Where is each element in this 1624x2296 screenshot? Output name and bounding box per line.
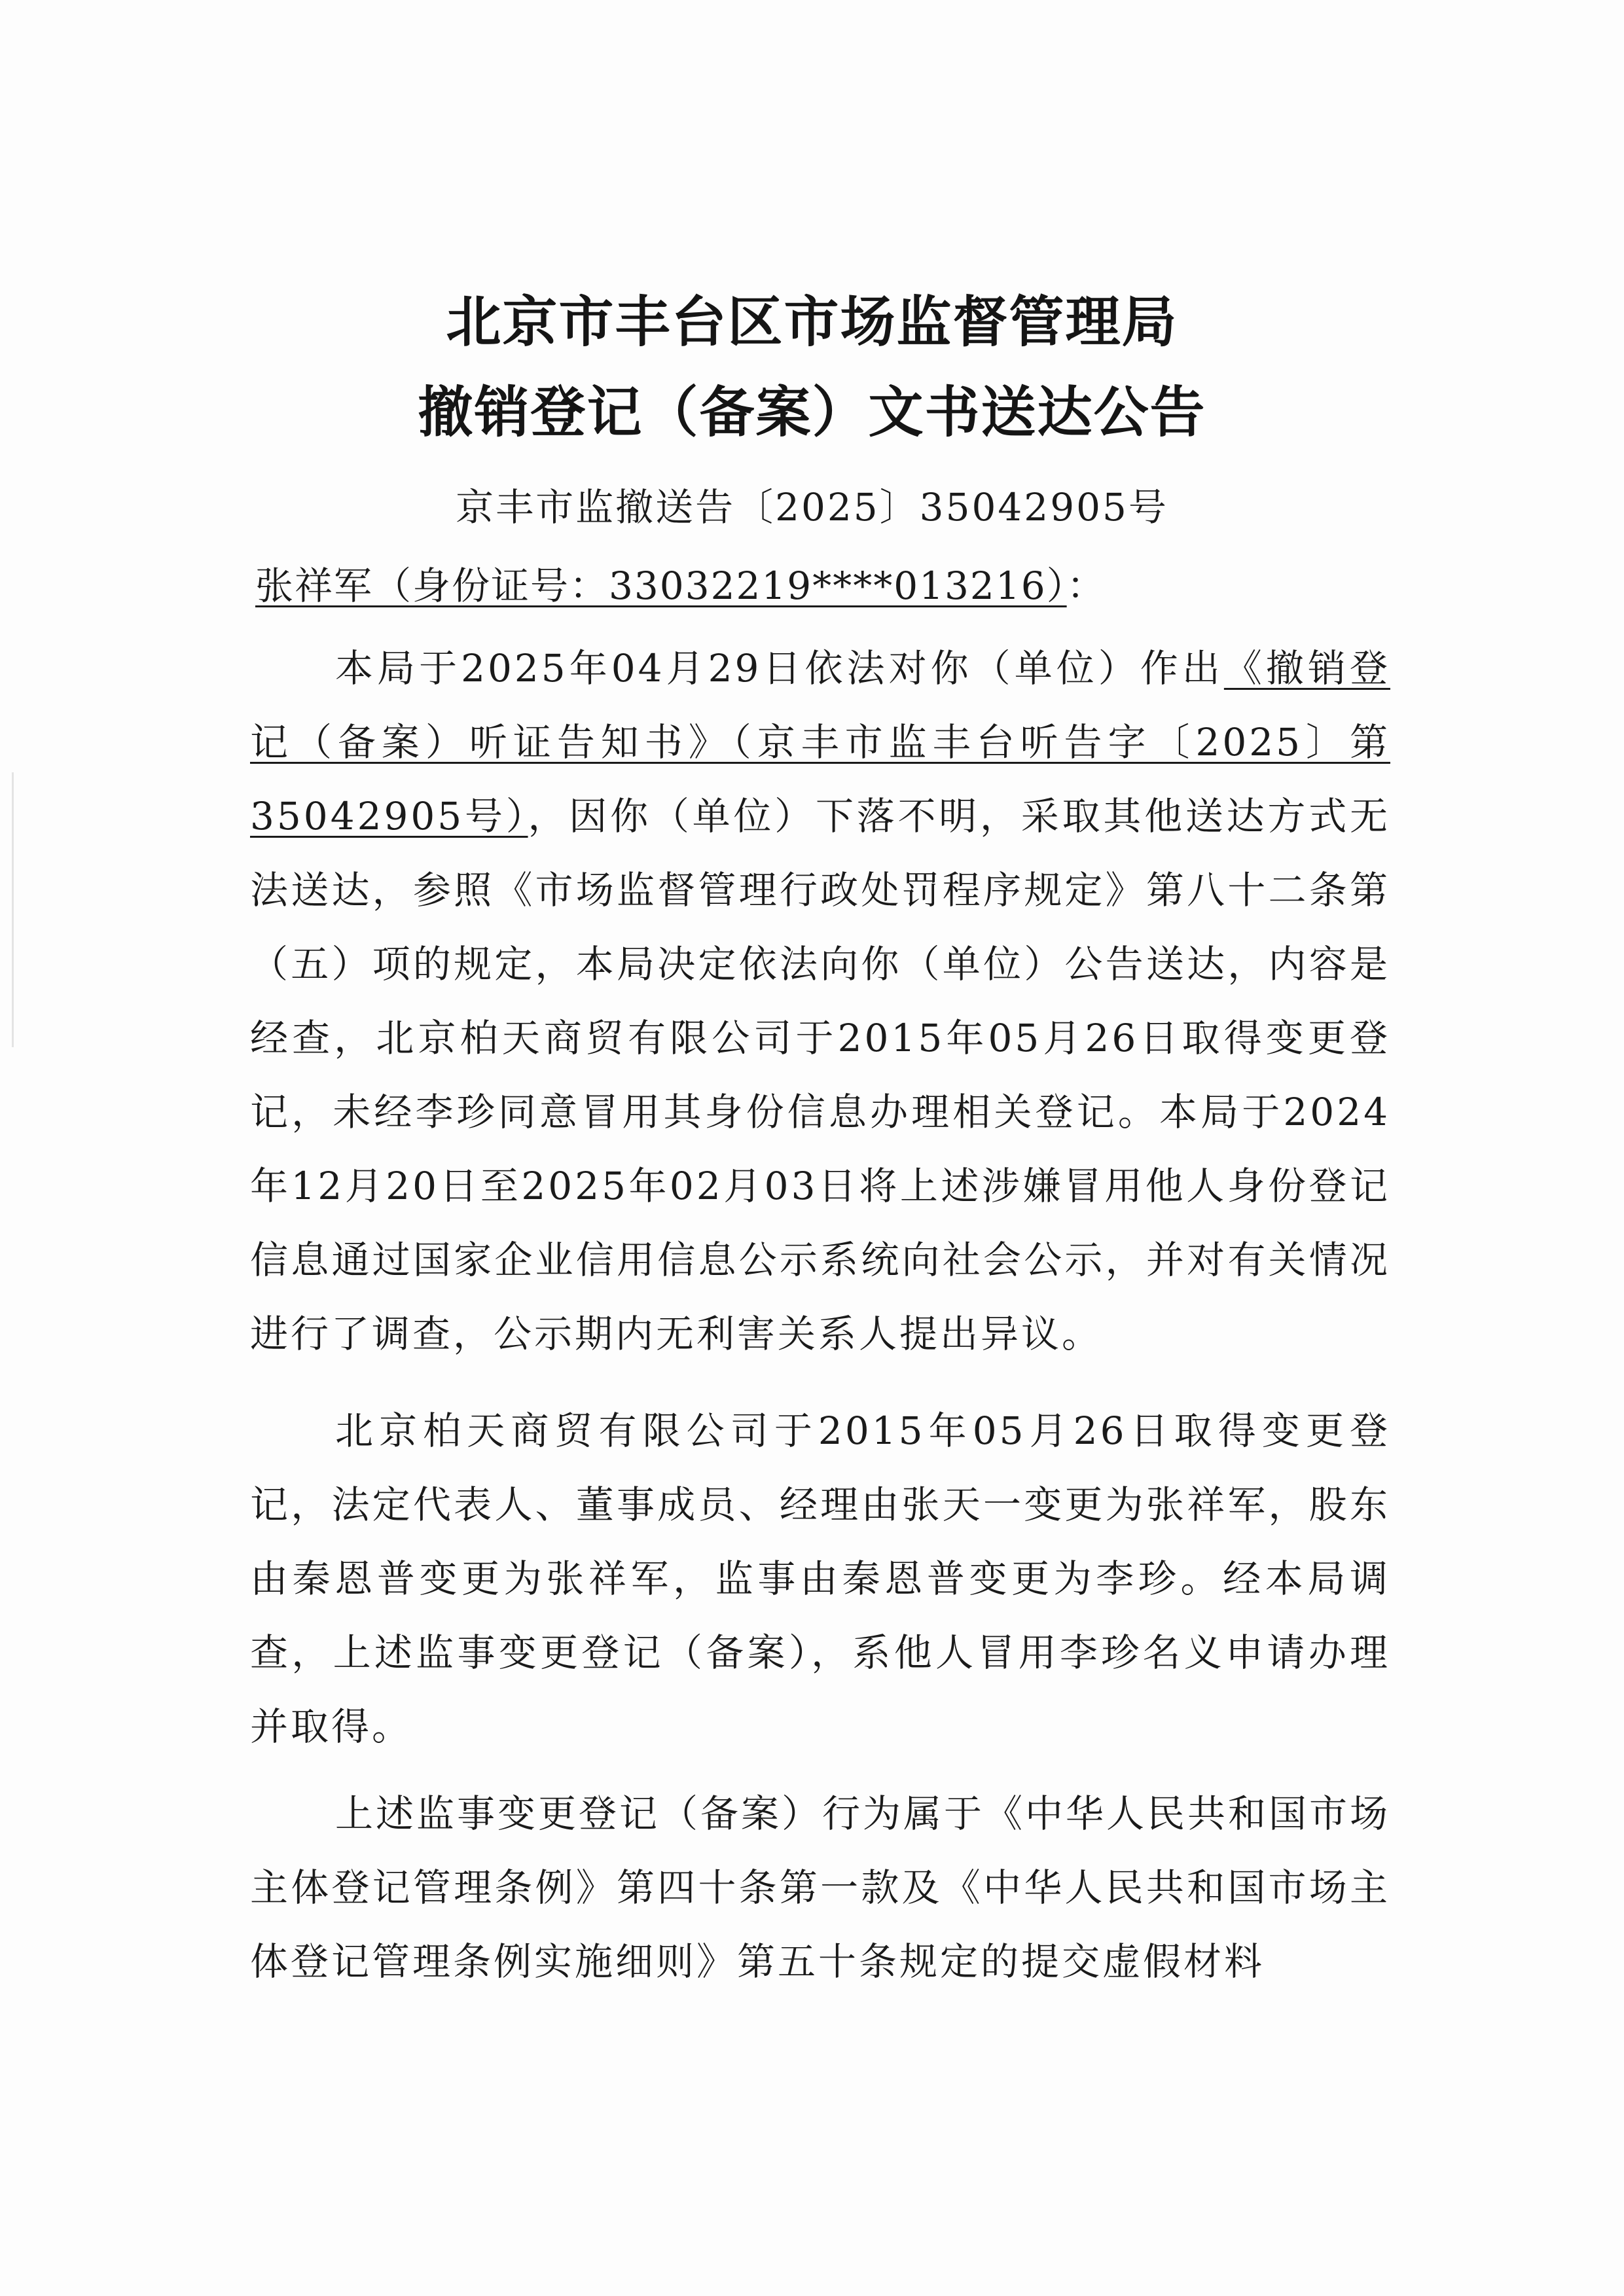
addressee — [255, 556, 1106, 615]
paragraph-1-rest: ，因你（单位）下落不明，采取其他送达方式无法送达，参照《市场监督管理行政处罚程序规定》第八十二条第（五）项的规定，本局决定依法向你（单位）公告送达，内容是经查，北京柏天商贸有限公司于2015年05月26日取得变更登记，未经李珍同意冒用其身份信息办理相关登记。本局于2024年12月20日至2025年02月03日将上述涉嫌冒用他人身份登记信息通过国家企业信用信息公示系统向社会公示，并对有关情况进行了调查，公示期内无利害关系人提出异议。 — [250, 794, 1390, 1356]
paragraph-1-lead: 本局于2025年04月29日依法对你（单位）作出 — [335, 646, 1224, 691]
addressee-colon: ： — [1066, 564, 1106, 608]
paragraph-1 — [250, 632, 1390, 1371]
hearing-notice-reference: 《撤销登记（备案）听证告知书》（京丰市监丰台听告字〔2025〕第35042905号） — [250, 646, 1390, 838]
scan-edge-mark — [12, 772, 14, 1047]
addressee-name-id: 张祥军（身份证号：33032219****013216） — [255, 564, 1067, 608]
document-number: 京丰市监撤送告〔2025〕35042905号 — [456, 485, 1168, 529]
document-title-line1: 北京市丰台区市场监督管理局 — [446, 290, 1178, 354]
paragraph-3: 上述监事变更登记（备案）行为属于《中华人民共和国市场主体登记管理条例》第四十条第一款及《中华人民共和国市场主体登记管理条例实施细则》第五十条规定的提交虚假材料 — [250, 1791, 1391, 1984]
paragraph-2: 北京柏天商贸有限公司于2015年05月26日取得变更登记，法定代表人、董事成员、经理由张天一变更为张祥军，股东由秦恩普变更为张祥军，监事由秦恩普变更为李珍。经本局调查，上述监事变更登记（备案），系他人冒用李珍名义申请办理并取得。 — [250, 1408, 1390, 1749]
document-title-line2: 撤销登记（备案）文书送达公告 — [418, 380, 1206, 444]
